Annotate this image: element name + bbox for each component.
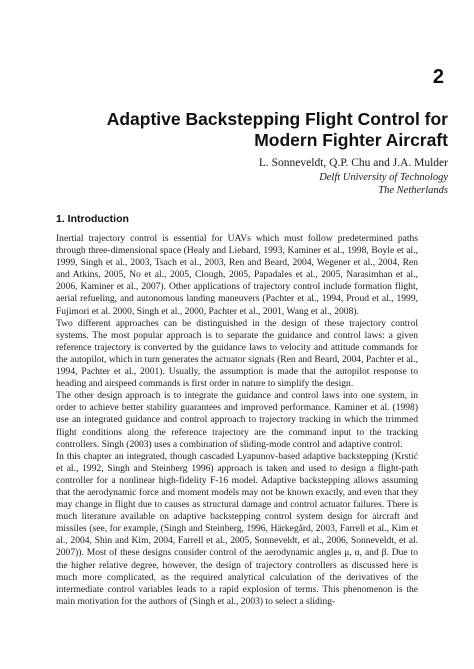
affiliation-university: Delft University of Technology <box>319 172 448 183</box>
paragraph: Two different approaches can be distinguished in the design of these trajectory control systems. The most popular approach is to separate the guidance and control laws: a given reference trajectory is converted by the guidance laws to velocity and attitude commands for the autopilot, which in turn generates the actuator signals (Ren and Beard, 2004, Pachter et al., 1994, Pachter et al., 2001). Usually, the assumption is made that the autopilot response to heading and airspeed commands is first order in nature to simplify the design. <box>56 317 418 390</box>
chapter-number: 2 <box>432 66 444 88</box>
paragraph: The other design approach is to integrate the guidance and control laws into one system, in order to achieve better stability guarantees and improved performance. Kaminer et al. (1998) use an integrated guidance and control approach to trajectory tracking in which the trimmed flight conditions along the reference trajectory are the command input to the tracking controllers. Singh (2003) uses a combination of sliding-mode control and adaptive control. <box>56 390 418 450</box>
chapter-title-line: Adaptive Backstepping Flight Control for <box>106 109 448 129</box>
affiliation-country: The Netherlands <box>378 185 448 196</box>
paragraph: Inertial trajectory control is essential for UAVs which must follow predetermined paths through three-dimensional space (Healy and Liebard, 1993, Kaminer et al., 1998, Boyle et al., 1999, Singh et al., 2003, Tsach et al., 2003, Ren and Beard, 2004, Wegener et al., 2004, Ren and Atkins, 2005, No et al., 2005, Clough, 2005, Papadales et al., 2005, Narasimhan et al., 2006, Kaminer et al., 2007). Other applications of trajectory control include formation flight, aerial refueling, and autonomous landing maneuvers (Pachter et al., 1994, Proud et al., 1999, Fujimori et al. 2000, Singh et al., 2000, Pachter et al., 2001, Wang et al., 2008). <box>56 233 418 317</box>
chapter-title-line: Modern Fighter Aircraft <box>254 130 448 150</box>
chapter-title <box>68 109 448 151</box>
author-names: L. Sonneveldt, Q.P. Chu and J.A. Mulder <box>258 157 448 169</box>
author-block <box>68 156 448 197</box>
section-heading: 1. Introduction <box>56 213 129 225</box>
paragraph: In this chapter an integrated, though cascaded Lyapunov-based adaptive backstepping (Krstić et al., 1992, Singh and Steinberg 1996) approach is taken and used to design a flight-path controller for a nonlinear high-fidelity F-16 model. Adaptive backstepping allows assuming that the aerodynamic force and moment models may not be known exactly, and even that they may change in flight due to causes as structural damage and control actuator failures. There is much literature available on adaptive backstepping control system design for aircraft and missiles (see, for example, (Singh and Steinberg, 1996, Härkegård, 2003, Farrell et al., Kim et al., 2004, Shin and Kim, 2004, Farrell et al., 2005, Sonneveldt, et al., 2006, Sonneveldt, et al. 2007)). Most of these designs consider control of the aerodynamic angles μ, α, and β. Due to the higher relative degree, however, the design of trajectory controllers as discussed here is much more complicated, as the required analytical calculation of the derivatives of the intermediate control variables leads to a rapid explosion of terms. This phenomenon is the main motivation for the authors of (Singh et al., 2003) to select a sliding- <box>56 450 418 607</box>
body-text <box>56 233 418 608</box>
